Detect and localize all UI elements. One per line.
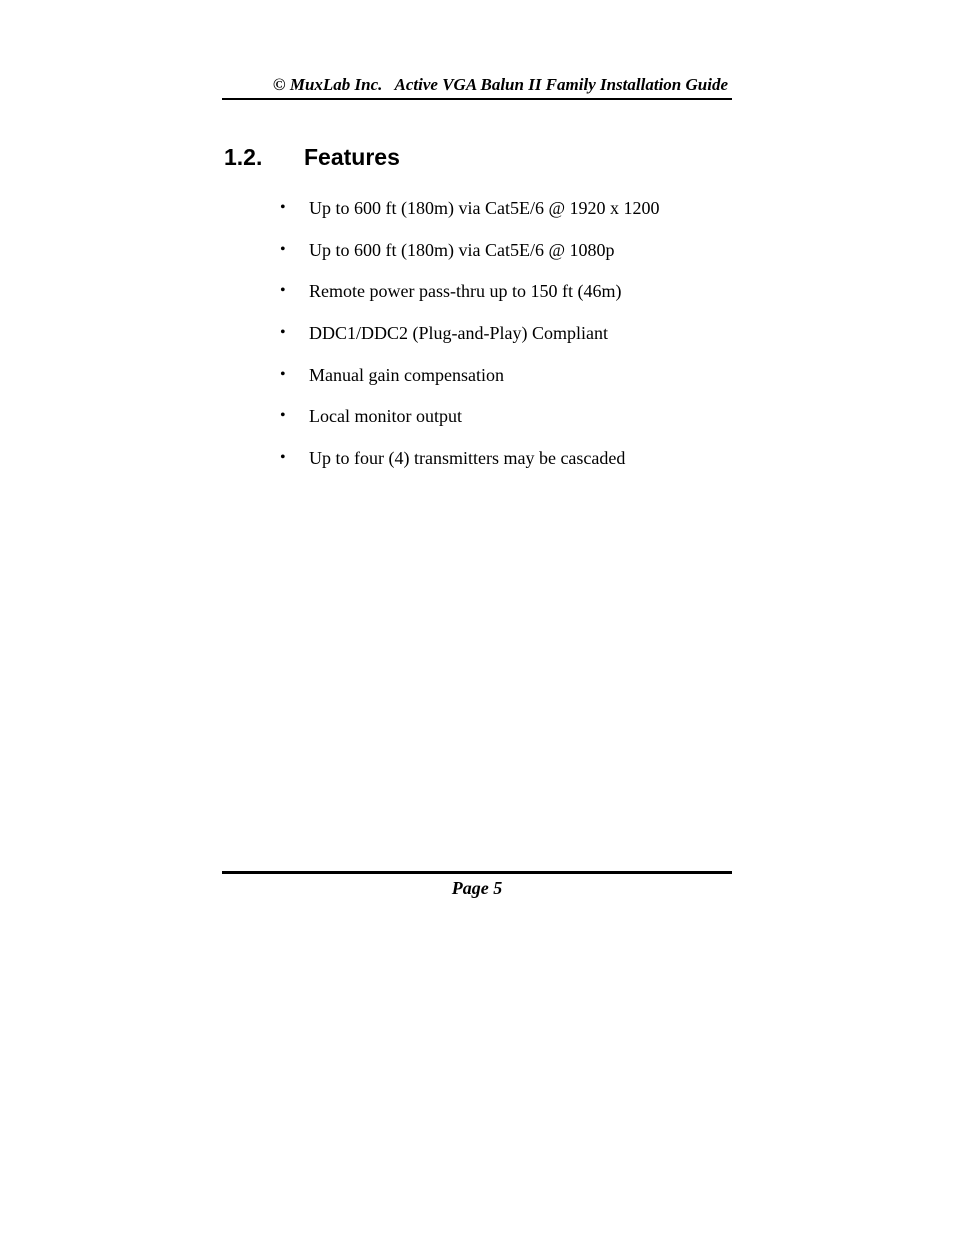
section-heading — [224, 142, 400, 172]
feature-item — [280, 363, 660, 387]
bullet-icon: • — [280, 324, 286, 342]
page-header — [222, 74, 732, 100]
footer-divider — [222, 871, 732, 874]
section-title: Features — [304, 144, 400, 170]
bullet-icon: • — [280, 282, 286, 300]
feature-text: Local monitor output — [309, 406, 462, 427]
bullet-icon: • — [280, 240, 286, 258]
feature-text: Up to four (4) transmitters may be cascaded — [309, 448, 626, 469]
feature-item — [280, 196, 660, 220]
feature-item — [280, 446, 660, 470]
bullet-icon: • — [280, 199, 286, 216]
page-number: Page 5 — [451, 878, 503, 898]
feature-list — [280, 196, 660, 488]
feature-text: Up to 600 ft (180m) via Cat5E/6 @ 1920 x 1200 — [309, 198, 660, 218]
bullet-icon: • — [280, 365, 286, 383]
feature-text: Up to 600 ft (180m) via Cat5E/6 @ 1080p — [309, 239, 615, 260]
feature-item — [280, 321, 660, 345]
bullet-icon: • — [280, 407, 286, 425]
feature-text: Manual gain compensation — [309, 364, 504, 385]
header-title: © MuxLab Inc. Active VGA Balun II Family Installation Guide — [272, 75, 728, 94]
section-number: 1.2. — [224, 144, 263, 170]
feature-text: Remote power pass-thru up to 150 ft (46m) — [309, 281, 622, 302]
feature-text: DDC1/DDC2 (Plug-and-Play) Compliant — [309, 323, 608, 344]
feature-item — [280, 404, 660, 428]
bullet-icon: • — [280, 449, 286, 467]
feature-item — [280, 279, 660, 303]
feature-item — [280, 238, 660, 262]
